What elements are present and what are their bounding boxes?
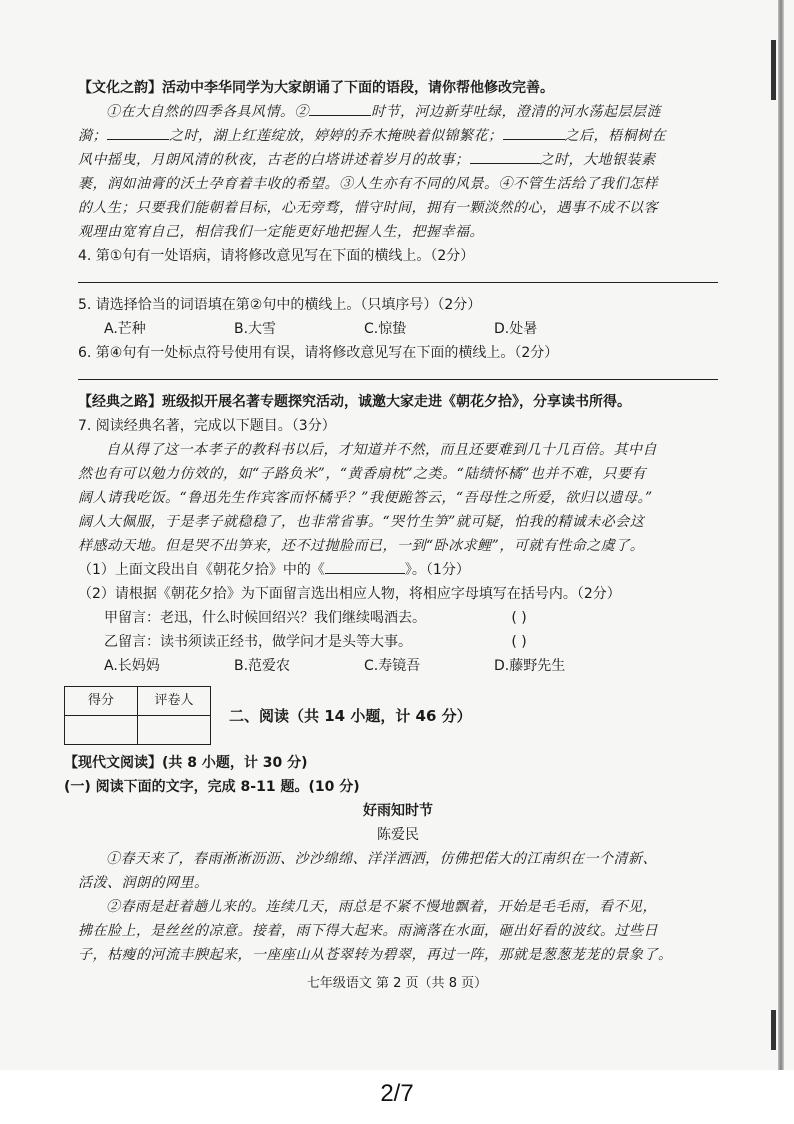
grader-cell[interactable] [138,716,211,745]
article-paragraph-line: 活泼、润朗的网里。 [78,875,209,891]
q7-option[interactable]: A.长妈妈 [104,658,160,674]
q5-options [78,317,718,341]
classic-passage-line: 阔人请我吃饭。“鲁迅先生作宾客而怀橘乎？”我便跪答云，“吾母性之所爱，欲归以遗母。” [78,490,653,506]
article-paragraph-line: 拂在脸上，是丝丝的凉意。接着，雨下得大起来。雨滴落在水面，砸出好看的波纹。过些日 [78,923,658,939]
answer-line-4[interactable] [78,268,718,283]
question-5: 5. 请选择恰当的词语填在第②句中的横线上。（只填序号）（2分） [78,297,482,313]
message-a: 甲留言：老迅，什么时候回绍兴？我们继续喝酒去。 ( ) [78,606,718,630]
answer-bracket-b[interactable]: ( ) [511,634,527,650]
page-counter: 2/7 [380,1080,414,1107]
culture-passage-line: 裹，润如油膏的沃土孕育着丰收的希望。③人生亦有不同的风景。④不管生活给了我们怎样 [78,176,658,192]
article-paragraph-line: 子，枯瘦的河流丰腴起来，一座座山从苍翠转为碧翠，再过一阵，那就是葱葱茏茏的景象了。 [78,947,673,963]
culture-passage-line: 漪； 之时，湖上红莲绽放，婷婷的乔木掩映着似锦繁花； 之后，梧桐树在 [78,128,666,144]
answer-line-6[interactable] [78,365,718,380]
q5-option[interactable]: B.大雪 [234,321,277,337]
q7-option[interactable]: B.范爱农 [234,658,291,674]
score-table [64,686,211,745]
classic-passage-line: 自从得了这一本孝子的教科书以后，才知道并不然，而且还要难到几十几百倍。其中自 [106,442,657,458]
score-cell[interactable] [65,716,138,745]
page-edge-shadow [778,0,784,1070]
culture-passage-line: 风中摇曳，月朗风清的秋夜，古老的白塔讲述着岁月的故事； 之时，大地银装素 [78,152,656,168]
q5-option[interactable]: C.惊蛰 [364,321,407,337]
culture-passage-line: 的人生；只要我们能朝着目标，心无旁骛，惜守时间，拥有一颗淡然的心，遇事不成不以客 [78,200,658,216]
page-footer: 七年级语文 第 2 页（共 8 页） [306,976,488,991]
q7-option[interactable]: D.藤野先生 [494,658,566,674]
blank-line [503,139,565,140]
grader-label: 评卷人 [138,687,211,716]
q5-option[interactable]: A.芒种 [104,321,146,337]
culture-passage-line: ①在大自然的四季各具风情。② 时节，河边新芽吐绿，澄清的河水荡起层层涟 [106,104,661,120]
article-paragraph-line: ②春雨是赶着趟儿来的。连续几天，雨总是不紧不慢地飘着，开始是毛毛雨，看不见， [106,899,657,915]
question-7: 7. 阅读经典名著，完成以下题目。（3分） [78,418,336,434]
score-section [64,686,718,745]
page-content [64,76,718,967]
culture-passage-line: 观理由宽宥自己，相信我们一定能更好地把握人生，把握幸福。 [78,224,484,240]
q7-sub1: （1）上面文段出自《朝花夕拾》中的《 》。（1分） [78,562,470,578]
q7-sub1-answer-blank[interactable] [325,573,405,574]
q7-options [78,654,718,678]
article-paragraph-line: ①春天来了，春雨淅淅沥沥、沙沙绵绵、洋洋洒洒，仿佛把偌大的江南织在一个清新、 [106,851,657,867]
section-2-title: 二、阅读（共 14 小题，计 46 分） [229,706,472,725]
answer-bracket-a[interactable]: ( ) [511,610,527,626]
score-label: 得分 [65,687,138,716]
blank-line [309,115,371,116]
question-4: 4. 第①句有一处语病，请将修改意见写在下面的横线上。（2分） [78,248,475,264]
classic-heading: 【经典之路】班级拟开展名著专题探究活动，诚邀大家走进《朝花夕拾》，分享读书所得。 [78,394,631,410]
q7-option[interactable]: C.寿镜吾 [364,658,421,674]
article-author: 陈爱民 [377,827,419,843]
question-6: 6. 第④句有一处标点符号使用有误，请将修改意见写在下面的横线上。（2分） [78,345,559,361]
q7-sub2: （2）请根据《朝花夕拾》为下面留言选出相应人物，将相应字母填写在括号内。（2分） [78,586,621,602]
scan-mark [771,1010,776,1050]
blank-line [470,163,540,164]
message-b: 乙留言：读书须读正经书，做学问才是头等大事。 ( ) [78,630,718,654]
classic-passage-line: 然也有可以勉力仿效的，如“子路负米”，“黄香扇枕”之类。“陆绩怀橘”也并不难，只要有 [78,466,646,482]
culture-heading: 【文化之韵】活动中李华同学为大家朗诵了下面的语段，请你帮他修改完善。 [78,80,554,96]
blank-line [107,139,169,140]
classic-passage-line: 阔人大佩服，于是孝子就稳稳了，也非常省事。“哭竹生笋”就可疑，怕我的精诚未必会这 [78,514,645,530]
classic-passage-line: 样感动天地。但是哭不出笋来，还不过抛脸而已，一到“卧冰求鲤”，可就有性命之虞了。 [78,538,645,554]
scan-mark [771,40,776,100]
q5-option[interactable]: D.处暑 [494,321,538,337]
modern-reading-heading: 【现代文阅读】(共 8 小题，计 30 分) [64,755,308,771]
article-title: 好雨知时节 [363,803,433,819]
part-1-heading: (一) 阅读下面的文字，完成 8-11 题。(10 分) [64,779,360,795]
